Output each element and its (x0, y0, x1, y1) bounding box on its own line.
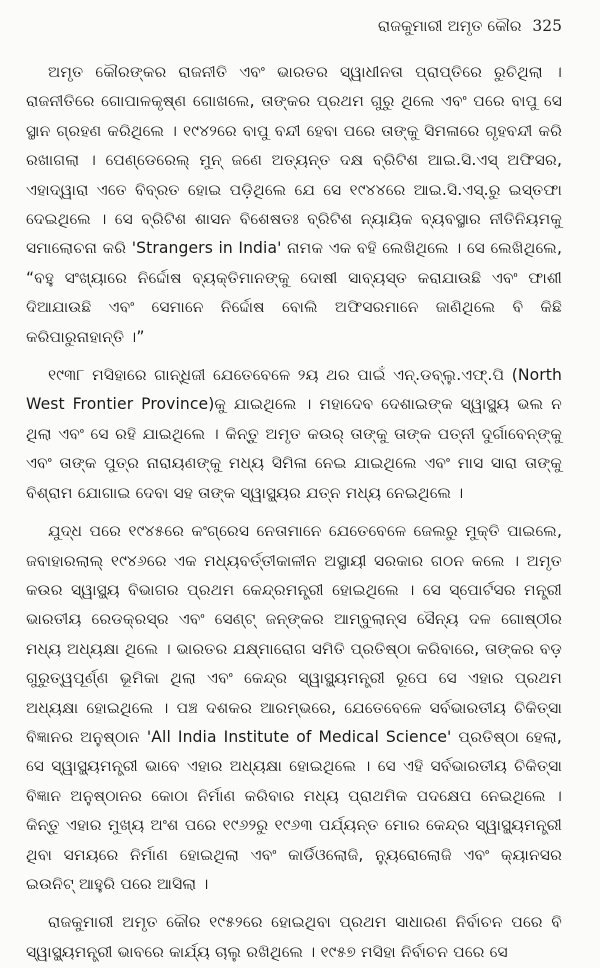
paragraph-3: ଯୁଦ୍ଧ ପରେ ୧୯୪୫ରେ କଂଗ୍ରେସ ନେତାମାନେ ଯେତେବେଳେ ଜେଲରୁ ମୁକ୍ତି ପାଇଲେ, ଜବାହାରଲାଲ୍ ୧୯୪୬ରେ ଏକ ମଧ୍ୟବର୍ତ୍ତୀକାଳୀନ ଅସ୍ଥାୟୀ ସରକାର ଗଠନ କଲେ । ଅମୃତ କଉର ସ୍ୱାସ୍ଥ୍ୟ ବିଭାଗର ପ୍ରଥମ କେନ୍ଦ୍ରମନ୍ତ୍ରୀ ହୋଇଥିଲେ । ସେ ସ୍ପୋର୍ଟସର ମନ୍ତ୍ରୀ ଭାରତୀୟ ରେଡକ୍ରସ୍‌ର ଏବଂ ସେଣ୍ଟ୍ ଜନ୍‌ଙ୍କର ଆମ୍ବୁଲାନ୍ସ ସୈନ୍ୟ ଦଳ ଗୋଷ୍ଠୀର ମଧ୍ୟ ଅଧ୍ୟକ୍ଷା ଥିଲେ । ଭାରତର ଯକ୍ଷ୍ମାରୋଗ ସମିତି ପ୍ରତିଷ୍ଠା କରିବାରେ, ତାଙ୍କର ବଡ଼ ଗୁରୁତ୍ୱପୂର୍ଣ୍ଣ ଭୂମିକା ଥିଲା ଏବଂ କେନ୍ଦ୍ର ସ୍ୱାସ୍ଥ୍ୟମନ୍ତ୍ରୀ ରୂପେ ସେ ଏହାର ପ୍ରଥମ ଅଧ୍ୟକ୍ଷା ହୋଇଥିଲେ । ପଞ୍ଚ ଦଶକର ଆରମ୍ଭରେ, ଯେତେବେଳେ ସର୍ବଭାରତୀୟ ଚିକିତ୍ସା ବିଜ୍ଞାନର ଅନୁଷ୍ଠାନ 'All India Institute of Medical Science' ପ୍ରତିଷ୍ଠା ହେଲା, ସେ ସ୍ୱାସ୍ଥ୍ୟମନ୍ତ୍ରୀ ଭାବେ ଏହାର ଅଧ୍ୟକ୍ଷା ହୋଇଥିଲେ । ସେ ଏହି ସର୍ବଭାରତୀୟ ଚିକିତ୍ସା ବିଜ୍ଞାନ ଅନୁଷ୍ଠାନର କୋଠା ନିର୍ମାଣ କରିବାର ମଧ୍ୟ ପ୍ରାଥମିକ ପଦକ୍ଷେପ ନେଇଥିଲେ । କିନ୍ତୁ ଏହାର ମୁଖ୍ୟ ଅଂଶ ପରେ ୧୯୬୨ରୁ ୧୯୬୩ ପର୍ଯ୍ୟନ୍ତ ମୋର କେନ୍ଦ୍ର ସ୍ୱାସ୍ଥ୍ୟମନ୍ତ୍ରୀ ଥିବା ସମୟରେ ନିର୍ମାଣ ହୋଇଥିଲା ଏବଂ କାର୍ଡିଓଲୋଜି, ନ୍ୟୁରୋଲୋଜି ଏବଂ କ୍ୟାନସର ଇଉନିଟ୍ ଆହୁରି ପରେ ଆସିଲା । (26, 522, 562, 893)
running-header (26, 14, 562, 44)
paragraph-1: ଅମୃତ କୌରଙ୍କର ରାଜନୀତି ଏବଂ ଭାରତର ସ୍ୱାଧୀନତା ପ୍ରାପ୍ତିରେ ରୁଚିଥିଲା । ରାଜନୀତିରେ ଗୋପାଳକୃଷ୍ଣ ଗୋଖଲେ, ତାଙ୍କର ପ୍ରଥମ ଗୁରୁ ଥିଲେ ଏବଂ ପରେ ବାପୁ ସେ ସ୍ଥାନ ଗ୍ରହଣ କରିଥିଲେ । ୧୯୪୨ରେ ବାପୁ ବନ୍ଦୀ ହେବା ପରେ ତାଙ୍କୁ ସିମଳାରେ ଗୃହବନ୍ଦୀ କରି ରଖାଗଲା । ପେଣ୍ଡେରେଲ୍ ମୁନ୍ ଜଣେ ଅତ୍ୟନ୍ତ ଦକ୍ଷ ବ୍ରିଟିଶ ଆଇ.ସି.ଏସ୍ ଅଫିସର, ଏହାଦ୍ୱାରା ଏତେ ବିବ୍ରତ ହୋଇ ପଡ଼ିଥିଲେ ଯେ ସେ ୧୯୪୪ରେ ଆଇ.ସି.ଏସ୍.ରୁ ଇସ୍ତଫା ଦେଇଥିଲେ । ସେ ବ୍ରିଟିଶ ଶାସନ ବିଶେଷତଃ ବ୍ରିଟିଶ ନ୍ୟାୟିକ ବ୍ୟବସ୍ଥାର ନୀତିନିୟମକୁ ସମାଲୋଚନା କରି 'Strangers in India' ନାମକ ଏକ ବହି ଲେଖିଥିଲେ । ସେ ଲେଖିଥିଲେ, “ବହୁ ସଂଖ୍ୟାରେ ନିର୍ଦ୍ଦୋଷ ବ୍ୟକ୍ତିମାନଙ୍କୁ ଦୋଷୀ ସାବ୍ୟସ୍ତ କରାଯାଉଛି ଏବଂ ଫାଶୀ ଦିଆଯାଉଛି ଏବଂ ସେମାନେ ନିର୍ଦ୍ଦୋଷ ବୋଲି ଅଫିସରମାନେ ଜାଣିଥିଲେ ବି କିଛି କରିପାରୁନାହାନ୍ତି ।” (26, 63, 562, 346)
paragraph-2: ୧୯୩୮ ମସିହାରେ ଗାନ୍ଧିଜୀ ଯେତେବେଳେ ୨ୟ ଥର ପାଇଁ ଏନ୍.ଡବ୍ଲୁ.ଏଫ୍.ପି (North West Frontier Province)କୁ ଯାଇଥିଲେ । ମହାଦେବ ଦେଶାଇଙ୍କ ସ୍ୱାସ୍ଥ୍ୟ ଭଲ ନ ଥିଲା ଏବଂ ସେ ରହି ଯାଇଥିଲେ । କିନ୍ତୁ ଅମୃତ କଉର୍ ତାଙ୍କୁ ତାଙ୍କ ପତ୍ନୀ ଦୁର୍ଗାବେନ୍‌ଙ୍କୁ ଏବଂ ତାଙ୍କ ପୁତ୍ର ନାରାୟଣଙ୍କୁ ମଧ୍ୟ ସିମିଳା ନେଇ ଯାଇଥିଲେ ଏବଂ ମାସ ସାରା ତାଙ୍କୁ ବିଶ୍ରାମ ଯୋଗାଇ ଦେବା ସହ ତାଙ୍କ ସ୍ୱାସ୍ଥ୍ୟର ଯତ୍ନ ମଧ୍ୟ ନେଇଥିଲେ । (26, 366, 562, 502)
body-text (26, 58, 562, 967)
running-title: ରାଜକୁମାରୀ ଅମୃତ କୌର (377, 17, 522, 35)
page-number: 325 (532, 17, 562, 35)
paragraph-4: ରାଜକୁମାରୀ ଅମୃତ କୌର ୧୯୫୨ରେ ହୋଇଥିବା ପ୍ରଥମ ସାଧାରଣ ନିର୍ବାଚନ ପରେ ବି ସ୍ୱାସ୍ଥ୍ୟମନ୍ତ୍ରୀ ଭାବରେ କାର୍ଯ୍ୟ ଚାଲୁ ରଖିଥିଲେ । ୧୯୫୭ ମସିହା ନିର୍ବାଚନ ପରେ ସେ (26, 913, 562, 961)
